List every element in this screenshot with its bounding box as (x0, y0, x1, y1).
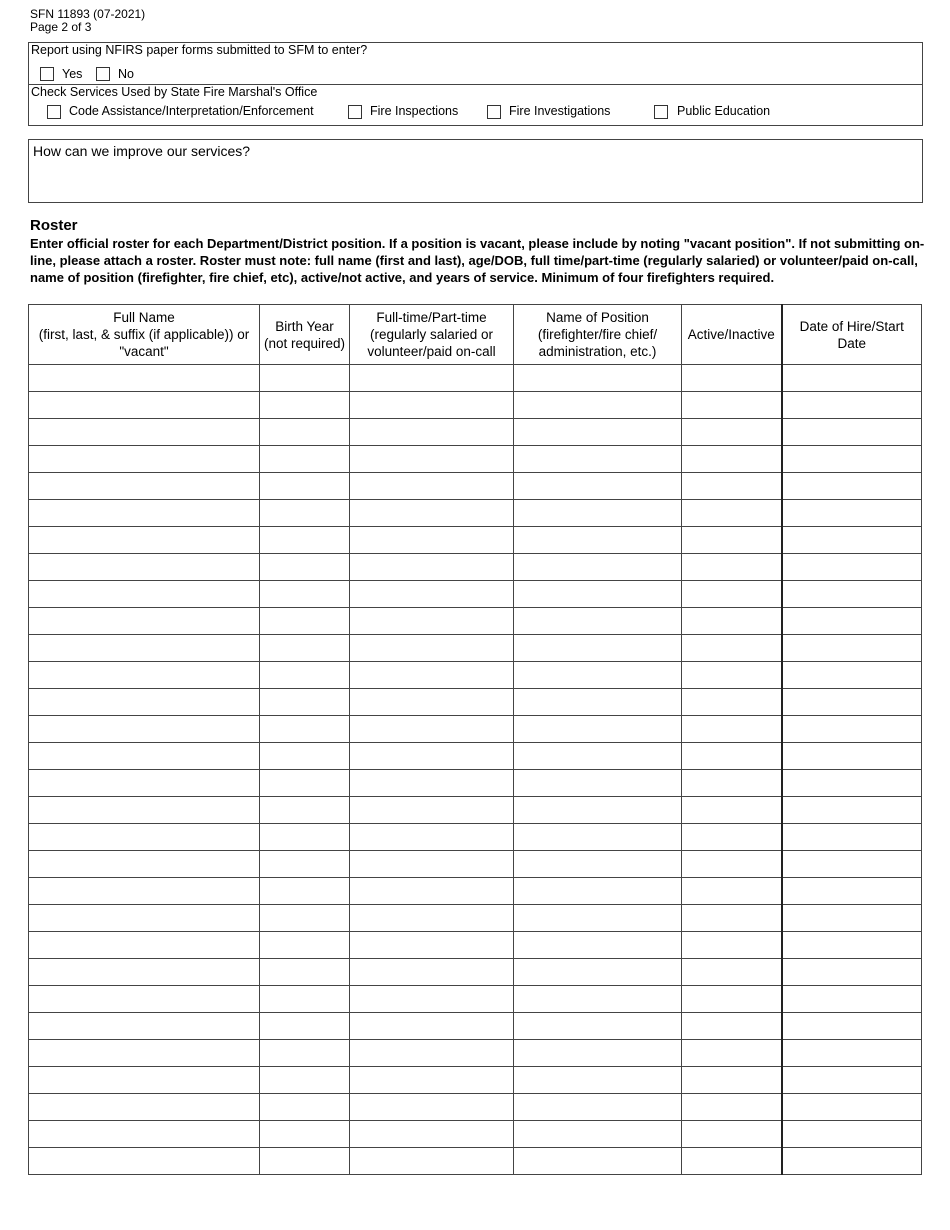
birth-year-cell[interactable] (260, 1013, 350, 1040)
position-cell[interactable] (514, 905, 682, 932)
full-name-cell[interactable] (29, 1094, 260, 1121)
birth-year-cell[interactable] (260, 797, 350, 824)
fire-investigations-label: Fire Investigations (509, 104, 611, 118)
table-row (29, 662, 922, 689)
active-cell[interactable] (682, 1040, 782, 1067)
employment-type-cell[interactable] (350, 1121, 514, 1148)
table-row (29, 905, 922, 932)
active-cell[interactable] (682, 770, 782, 797)
position-cell[interactable] (514, 959, 682, 986)
hire-date-cell[interactable] (782, 527, 922, 554)
hire-date-cell[interactable] (782, 770, 922, 797)
birth-year-cell[interactable] (260, 878, 350, 905)
position-cell[interactable] (514, 608, 682, 635)
active-cell[interactable] (682, 986, 782, 1013)
birth-year-cell[interactable] (260, 500, 350, 527)
birth-year-cell[interactable] (260, 419, 350, 446)
hire-date-cell[interactable] (782, 1148, 922, 1175)
full-name-cell[interactable] (29, 662, 260, 689)
hire-date-cell[interactable] (782, 446, 922, 473)
page-number: Page 2 of 3 (30, 20, 92, 34)
employment-type-cell[interactable] (350, 824, 514, 851)
active-cell[interactable] (682, 689, 782, 716)
employment-type-cell[interactable] (350, 986, 514, 1013)
table-row (29, 1121, 922, 1148)
col-birth-year-header: Birth Year (not required) (260, 305, 350, 365)
full-name-cell[interactable] (29, 446, 260, 473)
hire-date-cell[interactable] (782, 635, 922, 662)
employment-type-cell[interactable] (350, 770, 514, 797)
employment-type-cell[interactable] (350, 635, 514, 662)
birth-year-cell[interactable] (260, 959, 350, 986)
col-full-name-header: Full Name (first, last, & suffix (if applicable)) or "vacant" (29, 305, 260, 365)
public-education-checkbox[interactable] (654, 105, 668, 119)
position-cell[interactable] (514, 932, 682, 959)
employment-type-cell[interactable] (350, 500, 514, 527)
nfirs-yes-label: Yes (62, 67, 83, 81)
full-name-cell[interactable] (29, 716, 260, 743)
employment-type-cell[interactable] (350, 527, 514, 554)
active-cell[interactable] (682, 851, 782, 878)
birth-year-cell[interactable] (260, 446, 350, 473)
employment-type-cell[interactable] (350, 1040, 514, 1067)
birth-year-cell[interactable] (260, 662, 350, 689)
hire-date-cell[interactable] (782, 716, 922, 743)
hire-date-cell[interactable] (782, 662, 922, 689)
hire-date-cell[interactable] (782, 878, 922, 905)
full-name-cell[interactable] (29, 1013, 260, 1040)
full-name-cell[interactable] (29, 743, 260, 770)
hire-date-cell[interactable] (782, 581, 922, 608)
employment-type-cell[interactable] (350, 446, 514, 473)
birth-year-cell[interactable] (260, 473, 350, 500)
position-cell[interactable] (514, 743, 682, 770)
table-row (29, 392, 922, 419)
birth-year-cell[interactable] (260, 824, 350, 851)
active-cell[interactable] (682, 500, 782, 527)
birth-year-cell[interactable] (260, 365, 350, 392)
position-cell[interactable] (514, 716, 682, 743)
active-cell[interactable] (682, 878, 782, 905)
table-row (29, 473, 922, 500)
table-row (29, 554, 922, 581)
table-row (29, 1013, 922, 1040)
hire-date-cell[interactable] (782, 959, 922, 986)
employment-type-cell[interactable] (350, 959, 514, 986)
hire-date-cell[interactable] (782, 473, 922, 500)
services-question: Check Services Used by State Fire Marshal's Office (31, 85, 318, 99)
active-cell[interactable] (682, 1067, 782, 1094)
table-row (29, 959, 922, 986)
hire-date-cell[interactable] (782, 1067, 922, 1094)
position-cell[interactable] (514, 851, 682, 878)
position-cell[interactable] (514, 689, 682, 716)
table-row (29, 986, 922, 1013)
table-row (29, 1148, 922, 1175)
position-cell[interactable] (514, 473, 682, 500)
employment-type-cell[interactable] (350, 419, 514, 446)
full-name-cell[interactable] (29, 797, 260, 824)
position-cell[interactable] (514, 500, 682, 527)
employment-type-cell[interactable] (350, 608, 514, 635)
employment-type-cell[interactable] (350, 1094, 514, 1121)
birth-year-cell[interactable] (260, 1040, 350, 1067)
fire-inspections-checkbox[interactable] (348, 105, 362, 119)
active-cell[interactable] (682, 392, 782, 419)
full-name-cell[interactable] (29, 365, 260, 392)
hire-date-cell[interactable] (782, 554, 922, 581)
position-cell[interactable] (514, 392, 682, 419)
birth-year-cell[interactable] (260, 716, 350, 743)
full-name-cell[interactable] (29, 527, 260, 554)
full-name-cell[interactable] (29, 878, 260, 905)
roster-body (29, 365, 922, 1175)
active-cell[interactable] (682, 1013, 782, 1040)
full-name-cell[interactable] (29, 1040, 260, 1067)
employment-type-cell[interactable] (350, 851, 514, 878)
employment-type-cell[interactable] (350, 689, 514, 716)
birth-year-cell[interactable] (260, 986, 350, 1013)
hire-date-cell[interactable] (782, 608, 922, 635)
active-cell[interactable] (682, 1121, 782, 1148)
hire-date-cell[interactable] (782, 1040, 922, 1067)
position-cell[interactable] (514, 1067, 682, 1094)
position-cell[interactable] (514, 824, 682, 851)
employment-type-cell[interactable] (350, 797, 514, 824)
active-cell[interactable] (682, 581, 782, 608)
table-row (29, 932, 922, 959)
full-name-cell[interactable] (29, 986, 260, 1013)
table-row (29, 365, 922, 392)
active-cell[interactable] (682, 716, 782, 743)
employment-type-cell[interactable] (350, 743, 514, 770)
position-cell[interactable] (514, 662, 682, 689)
table-row (29, 689, 922, 716)
full-name-cell[interactable] (29, 608, 260, 635)
employment-type-cell[interactable] (350, 392, 514, 419)
position-cell[interactable] (514, 1013, 682, 1040)
birth-year-cell[interactable] (260, 905, 350, 932)
improve-services-label: How can we improve our services? (33, 143, 251, 159)
full-name-cell[interactable] (29, 554, 260, 581)
birth-year-cell[interactable] (260, 1067, 350, 1094)
active-cell[interactable] (682, 824, 782, 851)
full-name-cell[interactable] (29, 851, 260, 878)
birth-year-cell[interactable] (260, 743, 350, 770)
employment-type-cell[interactable] (350, 1148, 514, 1175)
hire-date-cell[interactable] (782, 797, 922, 824)
active-cell[interactable] (682, 959, 782, 986)
full-name-cell[interactable] (29, 473, 260, 500)
hire-date-cell[interactable] (782, 419, 922, 446)
position-cell[interactable] (514, 365, 682, 392)
table-row (29, 878, 922, 905)
position-cell[interactable] (514, 527, 682, 554)
birth-year-cell[interactable] (260, 635, 350, 662)
nfirs-no-label: No (118, 67, 134, 81)
employment-type-cell[interactable] (350, 473, 514, 500)
employment-type-cell[interactable] (350, 365, 514, 392)
full-name-cell[interactable] (29, 500, 260, 527)
position-cell[interactable] (514, 635, 682, 662)
employment-type-cell[interactable] (350, 716, 514, 743)
employment-type-cell[interactable] (350, 1013, 514, 1040)
table-row (29, 419, 922, 446)
full-name-cell[interactable] (29, 770, 260, 797)
table-row (29, 500, 922, 527)
table-row (29, 1040, 922, 1067)
table-row (29, 1067, 922, 1094)
hire-date-cell[interactable] (782, 392, 922, 419)
full-name-cell[interactable] (29, 1148, 260, 1175)
table-row (29, 716, 922, 743)
birth-year-cell[interactable] (260, 554, 350, 581)
nfirs-yes-checkbox[interactable] (40, 67, 54, 81)
full-name-cell[interactable] (29, 689, 260, 716)
hire-date-cell[interactable] (782, 365, 922, 392)
full-name-cell[interactable] (29, 1067, 260, 1094)
birth-year-cell[interactable] (260, 1094, 350, 1121)
employment-type-cell[interactable] (350, 662, 514, 689)
position-cell[interactable] (514, 581, 682, 608)
fire-inspections-label: Fire Inspections (370, 104, 459, 118)
active-cell[interactable] (682, 905, 782, 932)
active-cell[interactable] (682, 608, 782, 635)
position-cell[interactable] (514, 1040, 682, 1067)
active-cell[interactable] (682, 797, 782, 824)
hire-date-cell[interactable] (782, 851, 922, 878)
active-cell[interactable] (682, 662, 782, 689)
active-cell[interactable] (682, 635, 782, 662)
table-row (29, 446, 922, 473)
active-cell[interactable] (682, 527, 782, 554)
birth-year-cell[interactable] (260, 527, 350, 554)
hire-date-cell[interactable] (782, 743, 922, 770)
employment-type-cell[interactable] (350, 878, 514, 905)
full-name-cell[interactable] (29, 635, 260, 662)
full-name-cell[interactable] (29, 905, 260, 932)
position-cell[interactable] (514, 446, 682, 473)
birth-year-cell[interactable] (260, 689, 350, 716)
hire-date-cell[interactable] (782, 986, 922, 1013)
nfirs-services-section (28, 42, 923, 126)
fire-investigations-checkbox[interactable] (487, 105, 501, 119)
position-cell[interactable] (514, 1094, 682, 1121)
table-row (29, 797, 922, 824)
position-cell[interactable] (514, 770, 682, 797)
table-row (29, 581, 922, 608)
active-cell[interactable] (682, 743, 782, 770)
full-name-cell[interactable] (29, 932, 260, 959)
employment-type-cell[interactable] (350, 1067, 514, 1094)
hire-date-cell[interactable] (782, 932, 922, 959)
birth-year-cell[interactable] (260, 932, 350, 959)
position-cell[interactable] (514, 986, 682, 1013)
table-row (29, 608, 922, 635)
col-hire-date-header: Date of Hire/Start Date (782, 305, 922, 365)
active-cell[interactable] (682, 446, 782, 473)
roster-table (28, 304, 922, 1175)
hire-date-cell[interactable] (782, 689, 922, 716)
improve-services-field[interactable] (28, 139, 923, 203)
table-row (29, 824, 922, 851)
form-number: SFN 11893 (07-2021) (30, 7, 146, 21)
position-cell[interactable] (514, 554, 682, 581)
table-row (29, 851, 922, 878)
full-name-cell[interactable] (29, 824, 260, 851)
table-row (29, 743, 922, 770)
full-name-cell[interactable] (29, 419, 260, 446)
full-name-cell[interactable] (29, 581, 260, 608)
birth-year-cell[interactable] (260, 1148, 350, 1175)
active-cell[interactable] (682, 1094, 782, 1121)
nfirs-question: Report using NFIRS paper forms submitted to SFM to enter? (31, 43, 368, 57)
birth-year-cell[interactable] (260, 851, 350, 878)
hire-date-cell[interactable] (782, 824, 922, 851)
col-active-header: Active/Inactive (682, 305, 782, 365)
roster-description: Enter official roster for each Department/District position. If a position is vacant, please include by noting "vacant position". If not submitting on-line, please attach a roster. Roster must note: full name (first and last), age/DOB, full time/part-time (regularly salaried) or volunteer/paid on-call, name of position (firefighter, fire chief, etc), active/not active, and years of service. Minimum of four firefighters required. (30, 236, 925, 285)
active-cell[interactable] (682, 365, 782, 392)
roster-header-row (29, 305, 922, 365)
full-name-cell[interactable] (29, 1121, 260, 1148)
employment-type-cell[interactable] (350, 581, 514, 608)
table-row (29, 527, 922, 554)
col-employment-type-header: Full-time/Part-time (regularly salaried or volunteer/paid on-call (350, 305, 514, 365)
full-name-cell[interactable] (29, 959, 260, 986)
table-row (29, 770, 922, 797)
table-row (29, 1094, 922, 1121)
nfirs-no-checkbox[interactable] (96, 67, 110, 81)
code-assistance-label: Code Assistance/Interpretation/Enforcement (69, 104, 314, 118)
hire-date-cell[interactable] (782, 500, 922, 527)
birth-year-cell[interactable] (260, 770, 350, 797)
hire-date-cell[interactable] (782, 905, 922, 932)
hire-date-cell[interactable] (782, 1121, 922, 1148)
active-cell[interactable] (682, 932, 782, 959)
active-cell[interactable] (682, 473, 782, 500)
code-assistance-checkbox[interactable] (47, 105, 61, 119)
position-cell[interactable] (514, 1148, 682, 1175)
full-name-cell[interactable] (29, 392, 260, 419)
hire-date-cell[interactable] (782, 1013, 922, 1040)
hire-date-cell[interactable] (782, 1094, 922, 1121)
position-cell[interactable] (514, 797, 682, 824)
table-row (29, 635, 922, 662)
position-cell[interactable] (514, 1121, 682, 1148)
col-position-header: Name of Position (firefighter/fire chief/ administration, etc.) (514, 305, 682, 365)
birth-year-cell[interactable] (260, 392, 350, 419)
employment-type-cell[interactable] (350, 932, 514, 959)
birth-year-cell[interactable] (260, 608, 350, 635)
employment-type-cell[interactable] (350, 554, 514, 581)
active-cell[interactable] (682, 419, 782, 446)
birth-year-cell[interactable] (260, 581, 350, 608)
active-cell[interactable] (682, 1148, 782, 1175)
position-cell[interactable] (514, 878, 682, 905)
birth-year-cell[interactable] (260, 1121, 350, 1148)
employment-type-cell[interactable] (350, 905, 514, 932)
public-education-label: Public Education (677, 104, 771, 118)
position-cell[interactable] (514, 419, 682, 446)
roster-title: Roster (30, 217, 78, 234)
active-cell[interactable] (682, 554, 782, 581)
